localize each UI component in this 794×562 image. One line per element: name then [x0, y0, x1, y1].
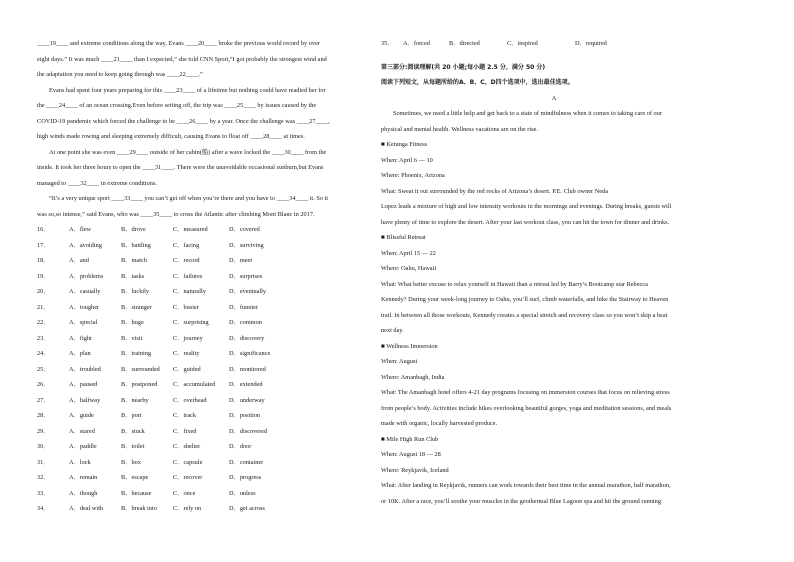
option-d: D．door	[229, 443, 252, 450]
passage-line: the ____24____ of an ocean crossing.Even before setting off, the trip was ____25____ by issues caused by the	[37, 102, 317, 109]
passage-line: or 10K. After a race, you’ll soothe your muscles in the geothermal Blue Lagoon spa and hit the ground running	[381, 497, 661, 505]
question-number: 28．	[37, 412, 50, 419]
question-number: 22．	[37, 319, 50, 326]
option-b: B．toilet	[121, 443, 145, 450]
passage-line: have plenty of time to explore the desert. After your last workout class, you can hit the town for dinner and drinks.	[381, 218, 670, 226]
passage-line: When: April 6 — 10	[381, 156, 433, 164]
passage-line: high winds made rowing and sleeping extremely difficult, causing Evans to float off ____28____ at times.	[37, 133, 305, 140]
passage-line: ■ Ketunga Fitness	[381, 141, 428, 148]
option-a: A．paused	[69, 381, 98, 388]
option-a: A．and	[69, 257, 89, 264]
question-number: 16．	[37, 226, 50, 233]
option-row	[37, 362, 359, 378]
question-number: 27．	[37, 396, 50, 404]
option-d: D．monitored	[229, 365, 266, 373]
passage-line: made with organic, locally harvested produce.	[381, 420, 498, 427]
section-instruction: 阅读下列短文，从每题所给的A、B、C、D四个选项中，选出最佳选项。	[381, 79, 574, 86]
option-b: B．port	[121, 412, 142, 419]
reading-passage	[381, 106, 727, 509]
option-row	[37, 424, 359, 440]
option-row	[37, 455, 359, 471]
option-c: C．busier	[173, 303, 199, 311]
option-row	[37, 408, 359, 424]
option-d: D．unless	[229, 489, 256, 497]
option-b: B．break into	[121, 505, 157, 512]
option-d: D．common	[229, 319, 262, 326]
option-a: A．remain	[69, 474, 98, 481]
option-a: A．tougher	[69, 303, 100, 311]
option-c: C．naturally	[173, 288, 206, 295]
question-number: 21．	[37, 303, 50, 311]
passage-line: ■ Mile High Run Club	[381, 435, 439, 443]
option-row	[37, 315, 359, 331]
option-d: D．covered	[229, 226, 260, 233]
question-number: 23．	[37, 334, 50, 342]
option-b: B．tasks	[121, 272, 145, 280]
cloze-options	[37, 222, 359, 517]
question-number: 30．	[37, 443, 50, 450]
option-row-35	[381, 36, 727, 52]
question-number: 33．	[37, 489, 50, 497]
passage-line: the adaptation you need to keep going through was ____22____.”	[37, 71, 203, 78]
option-row	[37, 470, 359, 486]
option-a: A．though	[69, 489, 98, 497]
passage-line: ■ Wellness Immersion	[381, 342, 438, 350]
passage-line: ■ Blissful Retreat	[381, 234, 426, 241]
option-b: B．stranger	[121, 303, 152, 311]
cloze-passage	[37, 36, 359, 222]
passage-line: COVID-19 pandemic which forced the challenge to be ____26____ by a year. Once the challenge was ____27____,	[37, 117, 330, 125]
option-row	[37, 284, 359, 300]
section-title: 第三部分:阅读理解(共 20 小题;每小题 2.5 分，满分 50 分)	[381, 63, 546, 71]
passage-line: Lopez leads a mixture of high and low intensity workouts in the mornings and evenings. During breaks, guests will	[381, 203, 672, 210]
option-b: B．because	[121, 489, 152, 497]
option-c: C．guided	[173, 365, 201, 373]
passage-line: When: April 15 — 22	[381, 249, 436, 257]
option-row	[37, 486, 359, 502]
passage-line: What: The Amanbagh hotel offers 4-21 day programs focusing on immersion courses that focus on relieving stress	[381, 389, 670, 396]
option-d: D．discovery	[229, 334, 265, 342]
option-row	[37, 439, 359, 455]
option-row	[37, 269, 359, 285]
option-c: C．rely on	[173, 505, 202, 512]
passage-line: physical and mental health. Wellness vacations are on the rise.	[381, 125, 538, 133]
option-b: B．directed	[449, 40, 480, 47]
passage-line: Sometimes, we need a little help and get back to a state of mindfulness when it comes to taking care of our	[393, 110, 662, 117]
option-a: A．special	[69, 319, 98, 326]
option-c: C．measured	[173, 226, 208, 233]
option-b: B．box	[121, 458, 141, 466]
option-row	[37, 377, 359, 393]
option-d: D．container	[229, 458, 264, 466]
option-c: C．surprising	[173, 319, 209, 326]
option-c: C．once	[173, 489, 196, 497]
option-c: C．journey	[173, 334, 203, 342]
option-b: B．nearby	[121, 396, 149, 404]
question-number: 31．	[37, 458, 50, 466]
option-a: A．flew	[69, 226, 92, 233]
passage-line: eight days.” It was much ____21____ than I expected,” she told CNN Sport,“I got probably the strongest wind and	[37, 55, 327, 63]
option-d: D．meet	[229, 257, 253, 264]
option-a: A．troubled	[69, 365, 101, 373]
option-c: C．overhead	[173, 396, 207, 404]
option-c: C．facing	[173, 241, 200, 249]
option-row	[37, 346, 359, 362]
passage-line: What: What better excuse to relax yourself in Hawaii than a retreat led by Barry’s Bootcamp star Rebecca	[381, 280, 648, 288]
passage-line: next day.	[381, 327, 404, 334]
passage-line: When: August 18 — 28	[381, 451, 441, 458]
option-a: A．plan	[69, 350, 91, 357]
option-d: D．funnier	[229, 303, 259, 311]
option-c: C．shelter	[173, 443, 201, 450]
option-c: C．accumulated	[173, 381, 216, 388]
option-b: B．surrounded	[121, 365, 160, 373]
option-b: B．postponed	[121, 381, 158, 388]
passage-line: Kennedy? During your week-long journey to Oahu, you’ll surf, climb waterfalls, and hike the Stairway to Heaven	[381, 296, 669, 303]
question-number: 32．	[37, 474, 50, 481]
passage-line: managed to ____32____ in extreme conditions.	[37, 179, 157, 187]
option-a: A．guide	[69, 412, 94, 419]
passage-line: “It’s a very unique sport ____33____ you can’t get off when you’re there and you have to ____34____ it. So it	[49, 195, 329, 202]
option-b: B．drove	[121, 226, 146, 233]
option-d: D．get across	[229, 505, 265, 512]
option-b: B．visit	[121, 334, 143, 342]
option-a: A．stared	[69, 427, 95, 435]
option-a: A．lock	[69, 458, 91, 466]
option-a: A．problems	[69, 272, 104, 280]
option-a: A．deal with	[69, 505, 104, 512]
left-column	[37, 36, 359, 517]
option-b: B．match	[121, 257, 147, 264]
option-d: D．position	[229, 412, 261, 419]
option-d: D．progress	[229, 474, 262, 481]
option-b: B．luckily	[121, 288, 149, 295]
question-number: 29．	[37, 427, 50, 435]
question-number: 18．	[37, 257, 50, 264]
option-a: A．halfway	[69, 396, 101, 404]
passage-line: At one point she was even ____29____ outside of her cabin(船) after a wave locked the ____30____ from the	[49, 148, 327, 156]
question-number: 24．	[37, 350, 50, 357]
option-c: C．track	[173, 412, 197, 419]
option-d: D．underway	[229, 396, 265, 404]
option-b: B．escape	[121, 474, 149, 481]
option-d: D．extended	[229, 381, 263, 388]
right-column	[381, 36, 727, 509]
option-a: A．paddle	[69, 443, 97, 450]
question-number: 34．	[37, 505, 50, 512]
passage-line: When: August	[381, 358, 418, 365]
option-c: C．capsule	[173, 458, 203, 466]
passage-label: A	[551, 94, 557, 102]
question-number: 20．	[37, 288, 50, 295]
option-row	[37, 238, 359, 254]
question-number: 19．	[37, 272, 50, 280]
passage-line: Where: Reykjavik, Iceland	[381, 466, 449, 474]
option-row	[37, 253, 359, 269]
passage-line: Where: Oahu, Hawaii	[381, 265, 437, 272]
option-a: A．avoiding	[69, 241, 102, 249]
option-d: D．discovered	[229, 427, 268, 435]
option-b: B．stuck	[121, 427, 145, 435]
option-c: C．record	[173, 257, 200, 264]
option-b: B．training	[121, 350, 152, 357]
passage-line: inside. It took her three hours to open the ____31____. There were the unavoidable occasional sunburn,but Evans	[37, 164, 324, 171]
option-c: C．recover	[173, 474, 203, 481]
option-row	[37, 222, 359, 238]
passage-line: trail. In between all those workouts, Kennedy creates a special stretch and recovery class so you won’t skip a beat	[381, 311, 668, 319]
passage-line: Where: Phoenix, Arizona	[381, 172, 445, 179]
passage-line: Where: Amanbagh, India	[381, 373, 445, 381]
option-d: D．surviving	[229, 241, 264, 249]
question-number: 26．	[37, 381, 50, 388]
passage-line: from people’s body. Activities include hikes overlooking beautiful gorges, yoga and meditation sessions, and meals	[381, 404, 672, 412]
option-a: A．fight	[69, 334, 92, 342]
spacer	[381, 52, 727, 60]
passage-line: What: After landing in Reykjavik, runners can work towards their best time in the annual marathon, half marathon,	[381, 482, 671, 489]
passage-line: was so,so intense,” said Evans, who was ____35____ to cross the Atlantic after climbing Mont Blanc in 2017.	[37, 210, 315, 218]
passage-line: What: Sweat it out surrounded by the red rocks of Arizona’s desert. P.E. Club owner Neda	[381, 187, 608, 195]
option-c: C．failures	[173, 272, 203, 280]
option-row	[37, 331, 359, 347]
passage-line: ____19____ and extreme conditions along the way, Evans ____20____ broke the previous world record by over	[37, 40, 320, 47]
option-c: C．reality	[173, 350, 200, 357]
option-b: B．battling	[121, 241, 151, 249]
question-number: 17．	[37, 241, 50, 249]
question-number: 35．	[381, 40, 394, 47]
option-row	[37, 501, 359, 517]
option-a: A．forced	[403, 40, 430, 47]
passage-line: Evans had spent four years preparing for this ____23____ of a lifetime but nothing could have readied her for	[49, 86, 326, 94]
option-c: C．inspired	[507, 40, 538, 47]
option-a: A．casually	[69, 288, 101, 295]
option-d: D．eventually	[229, 288, 267, 295]
option-b: B．huge	[121, 319, 144, 326]
option-row	[37, 300, 359, 316]
option-d: D．required	[575, 40, 607, 47]
question-number: 25．	[37, 365, 50, 373]
option-d: D．significance	[229, 350, 271, 357]
option-d: D．surprises	[229, 272, 263, 280]
option-row	[37, 393, 359, 409]
option-c: C．fixed	[173, 427, 197, 435]
